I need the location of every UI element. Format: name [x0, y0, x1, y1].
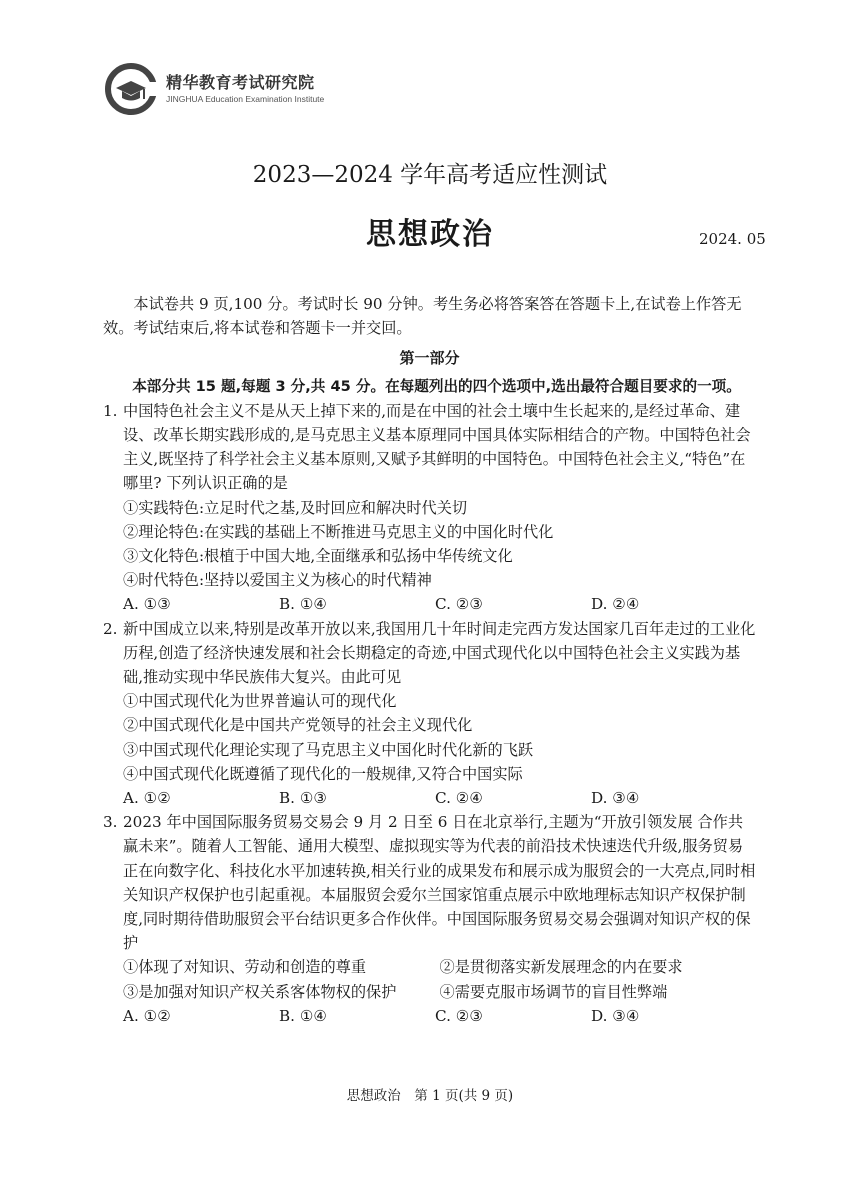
choice-d: D. ②④	[591, 595, 640, 614]
logo-english-name: JINGHUA Education Examination Institute	[166, 94, 325, 104]
choice-b: B. ①③	[279, 789, 328, 808]
institute-logo	[104, 62, 324, 116]
statement-option: ①中国式现代化为世界普遍认可的现代化	[123, 692, 397, 711]
answer-choices	[103, 1004, 756, 1028]
question-text: 2023 年中国国际服务贸易交易会 9 月 2 日至 6 日在北京举行,主题为“开放引领发展 合作共赢未来”。随着人工智能、通用大模型、虚拟现实等为代表的前沿技术快速迭代升级,服务贸易正在向数字化、科技化水平加速转换,相关行业的成果发布和展示成为服贸会的一大亮点,同时相关知识产权保护也引起重视。本届服贸会爱尔兰国家馆重点展示中欧地理标志知识产权保护制度,同时期待借助服贸会平台结识更多合作伙伴。中国国际服务贸易交易会强调对知识产权的保护	[123, 813, 756, 953]
statement-option-row	[103, 955, 756, 979]
question-text: 中国特色社会主义不是从天上掉下来的,而是在中国的社会土壤中生长起来的,是经过革命、建设、改革长期实践形成的,是马克思主义基本原理同中国具体实际相结合的产物。中国特色社会主义,既坚持了科学社会主义基本原则,又赋予其鲜明的中国特色。中国特色社会主义,“特色”在哪里? 下列认识正确的是	[123, 401, 751, 493]
choice-b: B. ①④	[279, 1006, 328, 1025]
exam-content	[103, 292, 756, 1028]
question-stem	[103, 810, 756, 955]
statement-option: ③是加强对知识产权关系客体物权的保护	[123, 982, 397, 1001]
choice-a: A. ①②	[123, 1006, 171, 1025]
question-number: 3.	[103, 813, 118, 832]
page-footer: 思想政治 第 1 页(共 9 页)	[346, 1088, 514, 1104]
statement-option: ②理论特色:在实践的基础上不断推进马克思主义的中国化时代化	[123, 522, 554, 541]
logo-emblem-icon	[104, 62, 158, 116]
statement-option: ①体现了对知识、劳动和创造的尊重	[123, 958, 366, 977]
statement-option: ③中国式现代化理论实现了马克思主义中国化时代化新的飞跃	[123, 740, 534, 759]
choice-d: D. ③④	[591, 1006, 640, 1025]
logo-chinese-name: 精华教育考试研究院	[166, 73, 315, 92]
exam-title: 2023—2024 学年高考适应性测试	[252, 162, 608, 188]
statement-option: ④时代特色:坚持以爱国主义为核心的时代精神	[123, 571, 432, 590]
section-title: 第一部分	[399, 349, 460, 368]
statement-option-row	[103, 980, 756, 1004]
choice-c: C. ②③	[435, 595, 483, 614]
question-stem	[103, 617, 756, 690]
statement-option: ④中国式现代化既遵循了现代化的一般规律,又符合中国实际	[123, 764, 523, 783]
choice-c: C. ②③	[435, 1006, 483, 1025]
subject-title: 思想政治	[366, 217, 494, 252]
statement-option: ③文化特色:根植于中国大地,全面继承和弘扬中华传统文化	[123, 547, 513, 566]
choice-d: D. ③④	[591, 789, 640, 808]
answer-choices	[103, 786, 756, 810]
question-1	[103, 399, 756, 617]
question-number: 1.	[103, 401, 118, 420]
choice-a: A. ①②	[123, 789, 171, 808]
choice-c: C. ②④	[435, 789, 483, 808]
statement-option: ①实践特色:立足时代之基,及时回应和解决时代关切	[123, 498, 468, 517]
question-2	[103, 617, 756, 811]
question-number: 2.	[103, 619, 118, 638]
statement-option: ②中国式现代化是中国共产党领导的社会主义现代化	[123, 716, 473, 735]
answer-choices	[103, 592, 756, 616]
question-3	[103, 810, 756, 1028]
intro-paragraph: 本试卷共 9 页,100 分。考试时长 90 分钟。考生务必将答案答在答题卡上,在试卷上作答无效。考试结束后,将本试卷和答题卡一并交回。	[103, 295, 742, 338]
question-stem	[103, 399, 756, 496]
question-text: 新中国成立以来,特别是改革开放以来,我国用几十年时间走完西方发达国家几百年走过的工业化历程,创造了经济快速发展和社会长期稳定的奇迹,中国式现代化以中国特色社会主义实践为基础,推动实现中华民族伟大复兴。由此可见	[123, 619, 756, 687]
exam-date: 2024. 05	[699, 230, 766, 248]
choice-a: A. ①③	[123, 595, 171, 614]
statement-option: ④需要克服市场调节的盲目性弊端	[439, 982, 668, 1001]
statement-option: ②是贯彻落实新发展理念的内在要求	[439, 958, 683, 977]
section-instructions: 本部分共 15 题,每题 3 分,共 45 分。在每题列出的四个选项中,选出最符合题目要求的一项。	[132, 377, 741, 395]
choice-b: B. ①④	[279, 595, 328, 614]
